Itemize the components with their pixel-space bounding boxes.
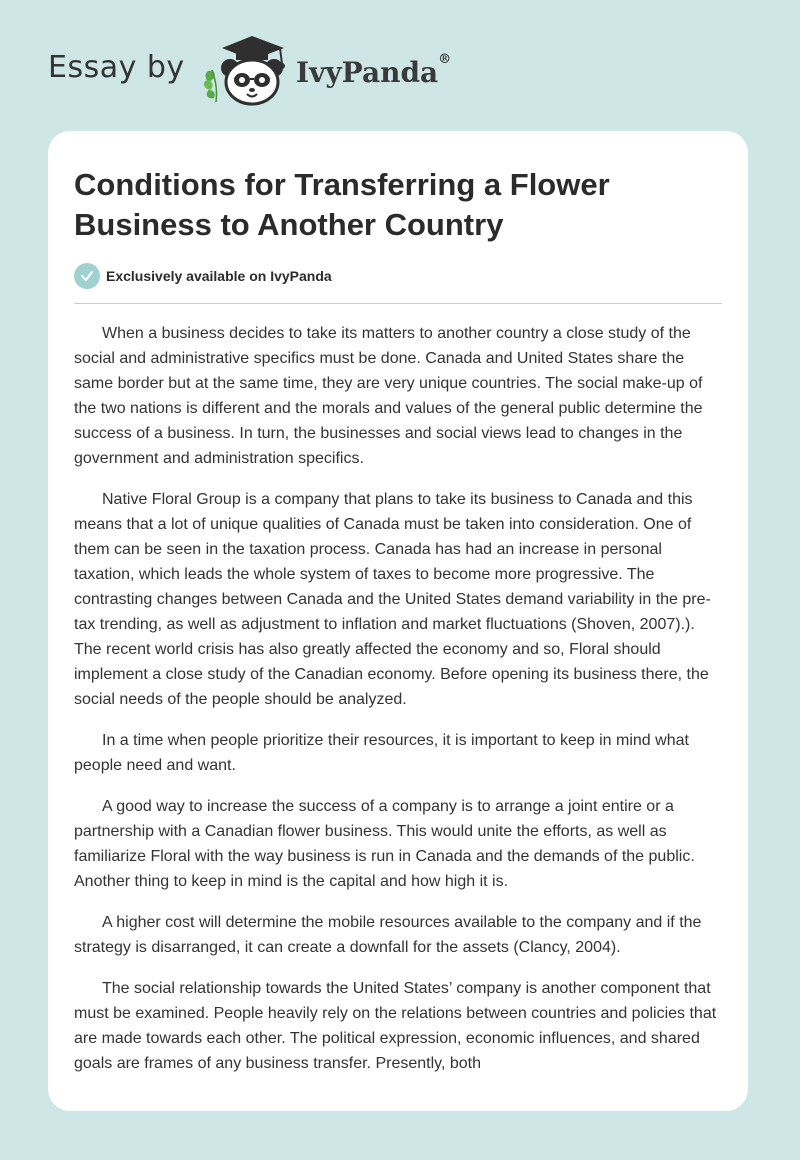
essay-body bbox=[74, 321, 722, 1092]
check-icon bbox=[74, 263, 100, 289]
essay-title: Conditions for Transferring a Flower Business to Another Country bbox=[74, 167, 610, 242]
essay-by-label: Essay by bbox=[48, 50, 185, 85]
site-header bbox=[48, 30, 548, 110]
exclusive-badge bbox=[74, 263, 332, 289]
paragraph: A good way to increase the success of a company is to arrange a joint entire or a partnership with a Canadian flower business. This would unite the efforts, as well as familiarize Floral with the way business is run in Canada and the demands of the public. Another thing to keep in mind is the capital and how high it is. bbox=[74, 798, 695, 890]
paragraph: When a business decides to take its matters to another country a close study of the social and administrative specifics must be done. Canada and United States share the same border but at the same time, they are very unique countries. The social make-up of the two nations is different and the morals and values of the general public determine the success of a business. In turn, the businesses and social views lead to changes in the government and administration specifics. bbox=[74, 325, 703, 467]
divider bbox=[74, 303, 722, 304]
brand-name-text: IvyPanda bbox=[296, 56, 439, 89]
paragraph: Native Floral Group is a company that plans to take its business to Canada and this means that a lot of unique qualities of Canada must be taken into consideration. One of them can be seen in the taxation process. Canada has had an increase in personal taxation, which leads the whole system of taxes to become more progressive. The contrasting changes between Canada and the United States demand variability in the pre-tax trending, as well as adjustment to inflation and market fluctuations (Shoven, 2007).). The recent world crisis has also greatly affected the economy and so, Floral should implement a close study of the Canadian economy. Before opening its business there, the social needs of the people should be analyzed. bbox=[74, 491, 711, 708]
panda-graduate-icon[interactable] bbox=[200, 30, 300, 110]
exclusive-badge-text: Exclusively available on IvyPanda bbox=[106, 268, 332, 284]
registered-mark: ® bbox=[438, 52, 452, 67]
paragraph: In a time when people prioritize their resources, it is important to keep in mind what people need and want. bbox=[74, 732, 689, 774]
paragraph: The social relationship towards the United States’ company is another component that must be examined. People heavily rely on the relations between countries and policies that are made towards each other. The political expression, economic influences, and shared goals are frames of any business transfer. Presently, both bbox=[74, 980, 717, 1072]
paragraph: A higher cost will determine the mobile resources available to the company and if the strategy is disarranged, it can create a downfall for the assets (Clancy, 2004). bbox=[74, 914, 702, 956]
essay-card bbox=[48, 131, 748, 1111]
brand-name[interactable] bbox=[296, 52, 452, 89]
